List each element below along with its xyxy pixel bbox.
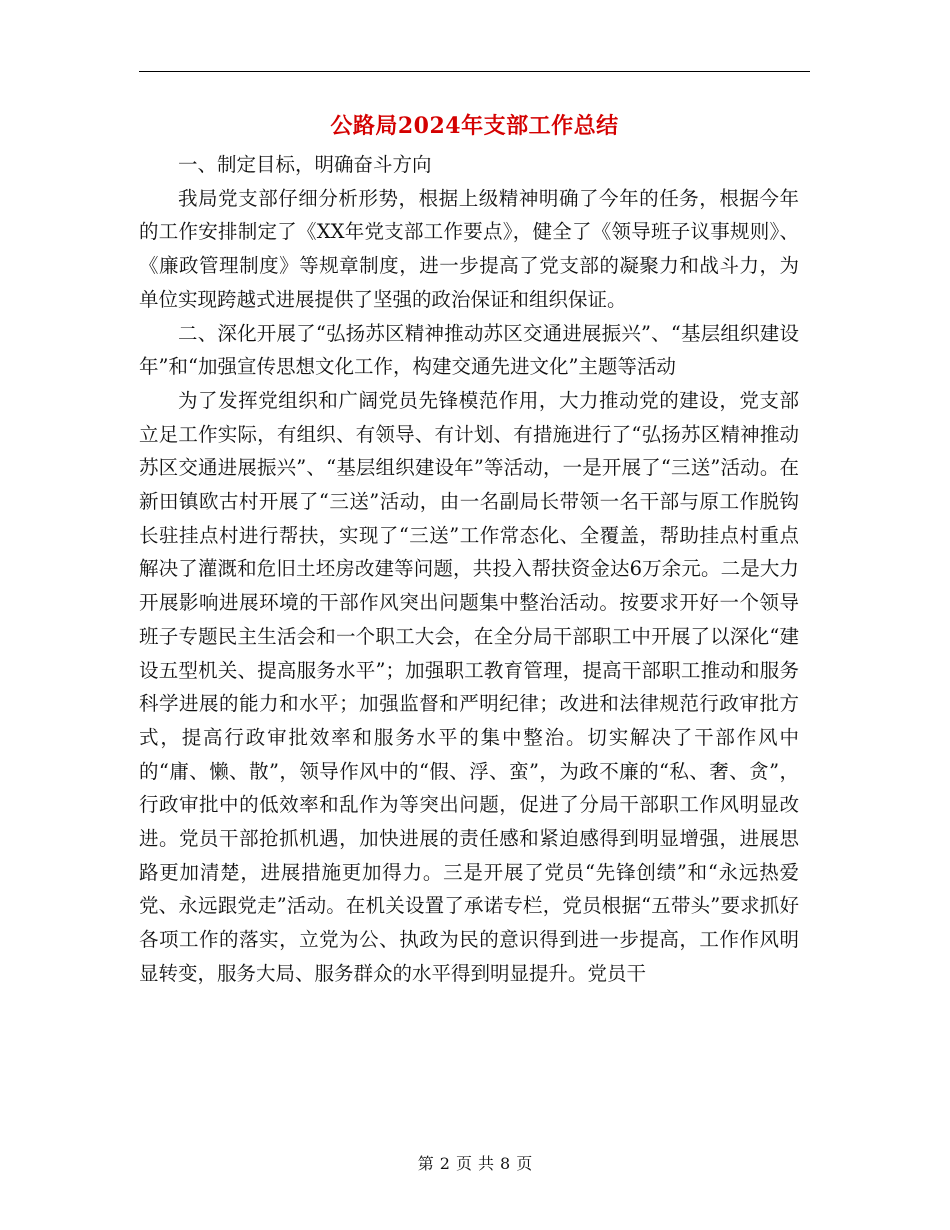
- section-heading-1: 一、制定目标，明确奋斗方向: [178, 153, 432, 176]
- section-heading-2: 二、深化开展了“弘扬苏区精神推动苏区交通进展振兴”、“基层组织建设年”和“加强宣传思想文化工作，构建交通先进文化”主题等活动: [139, 321, 799, 379]
- document-title: 公路局2024年支部工作总结: [330, 113, 619, 139]
- document-body: [139, 148, 799, 991]
- footer-page-label: 页: [455, 1154, 472, 1173]
- footer-suffix: 页: [516, 1154, 533, 1173]
- body-paragraph-1: 我局党支部仔细分析形势，根据上级精神明确了今年的任务，根据今年的工作安排制定了《XX年党支部工作要点》，健全了《领导班子议事规则》、《廉政管理制度》等规章制度，进一步提高了党支部的凝聚力和战斗力，为单位实现跨越式进展提供了坚强的政治保证和组织保证。: [139, 186, 799, 311]
- current-page-number: 2: [439, 1154, 450, 1173]
- footer-prefix: 第: [417, 1154, 434, 1173]
- header-rule: [139, 71, 810, 72]
- page-footer: [0, 1153, 950, 1175]
- footer-total-label: 共: [478, 1154, 495, 1173]
- body-paragraph-2: 为了发挥党组织和广阔党员先锋模范作用，大力推动党的建设，党支部立足工作实际，有组织、有领导、有计划、有措施进行了“弘扬苏区精神推动苏区交通进展振兴”、“基层组织建设年”等活动，一是开展了“三送”活动。在新田镇欧古村开展了“三送”活动，由一名副局长带领一名干部与原工作脱钩长驻挂点村进行帮扶，实现了“三送”工作常态化、全覆盖，帮助挂点村重点解决了灌溉和危旧土坯房改建等问题，共投入帮扶资金达6万余元。二是大力开展影响进展环境的干部作风突出问题集中整治活动。按要求开好一个领导班子专题民主生活会和一个职工大会，在全分局干部职工中开展了以深化“建设五型机关、提高服务水平”；加强职工教育管理，提高干部职工推动和服务科学进展的能力和水平；加强监督和严明纪律；改进和法律规范行政审批方式，提高行政审批效率和服务水平的集中整治。切实解决了干部作风中的“庸、懒、散”，领导作风中的“假、浮、蛮”，为政不廉的“私、奢、贪”，行政审批中的低效率和乱作为等突出问题，促进了分局干部职工作风明显改进。党员干部抢抓机遇，加快进展的责任感和紧迫感得到明显增强，进展思路更加清楚，进展措施更加得力。三是开展了党员“先锋创绩”和“永远热爱党、永远跟党走”活动。在机关设置了承诺专栏，党员根据“五带头”要求抓好各项工作的落实，立党为公、执政为民的意识得到进一步提高，工作作风明显转变，服务大局、服务群众的水平得到明显提升。党员干: [139, 388, 799, 985]
- total-pages-number: 8: [500, 1154, 511, 1173]
